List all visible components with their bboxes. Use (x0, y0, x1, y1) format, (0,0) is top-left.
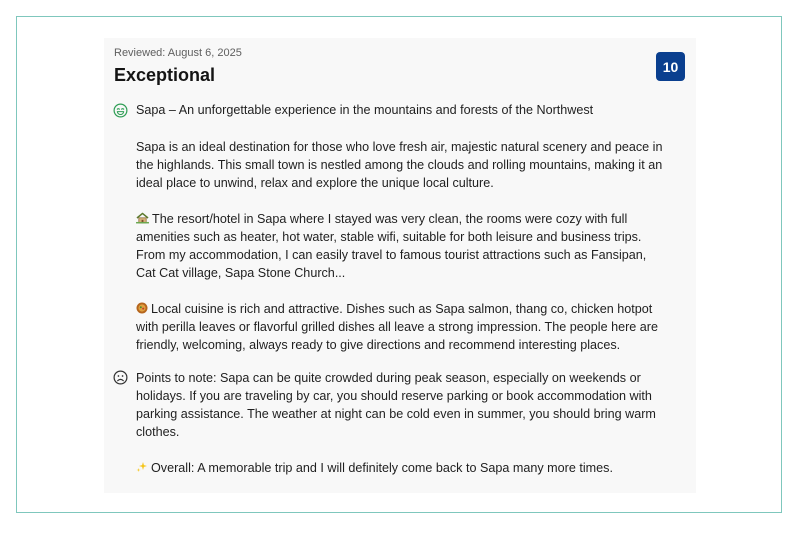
cuisine-line-3: friendly, welcoming, always ready to give directions and recommend interesting places. (136, 338, 621, 352)
overall-line (136, 459, 696, 477)
hotel-line-1-text: The resort/hotel in Sapa where I stayed was very clean, the rooms were cozy with full (152, 212, 628, 226)
cuisine-line-2: with perilla leaves or flavorful grilled dishes all leave a strong impression. The people here are (136, 320, 658, 334)
negative-line-1: Points to note: Sapa can be quite crowded during peak season, especially on weekends or (136, 371, 641, 385)
negative-line-4: clothes. (136, 425, 180, 439)
cuisine-line-1 (136, 300, 696, 318)
cuisine-line-1-text: Local cuisine is rich and attractive. Dishes such as Sapa salmon, thang co, chicken hotpot (151, 302, 653, 316)
rating-label: Exceptional (114, 65, 216, 85)
hotel-line-2: amenities such as heater, hot water, stable wifi, suitable for both leisure and business trips. (136, 230, 642, 244)
negative-line-3: parking assistance. The weather at night can be cold even in summer, you should bring warm (136, 407, 656, 421)
house-emoji-icon (136, 212, 149, 224)
sparkles-emoji-icon (136, 461, 148, 473)
intro-line-1: Sapa is an ideal destination for those who love fresh air, majestic natural scenery and peace in (136, 140, 663, 154)
frowning-face-icon (113, 370, 128, 385)
negative-line-2: holidays. If you are traveling by car, you should reserve parking or book accommodation with (136, 389, 652, 403)
intro-line-3: ideal place to unwind, relax and explore the unique local culture. (136, 176, 494, 190)
bowl-emoji-icon (136, 302, 148, 314)
smiling-face-icon (113, 103, 128, 118)
review-date: Reviewed: August 6, 2025 (114, 47, 242, 59)
positive-headline: Sapa – An unforgettable experience in the mountains and forests of the Northwest (136, 103, 594, 117)
hotel-line-1 (136, 210, 696, 228)
score-badge: 10 (656, 52, 685, 81)
hotel-line-4: Cat Cat village, Sapa Stone Church... (136, 266, 346, 280)
intro-line-2: the highlands. This small town is nestled among the clouds and rolling mountains, making it an (136, 158, 663, 172)
hotel-line-3: From my accommodation, I can easily travel to famous tourist attractions such as Fansipan, (136, 248, 647, 262)
overall-text: Overall: A memorable trip and I will definitely come back to Sapa many more times. (151, 461, 613, 475)
